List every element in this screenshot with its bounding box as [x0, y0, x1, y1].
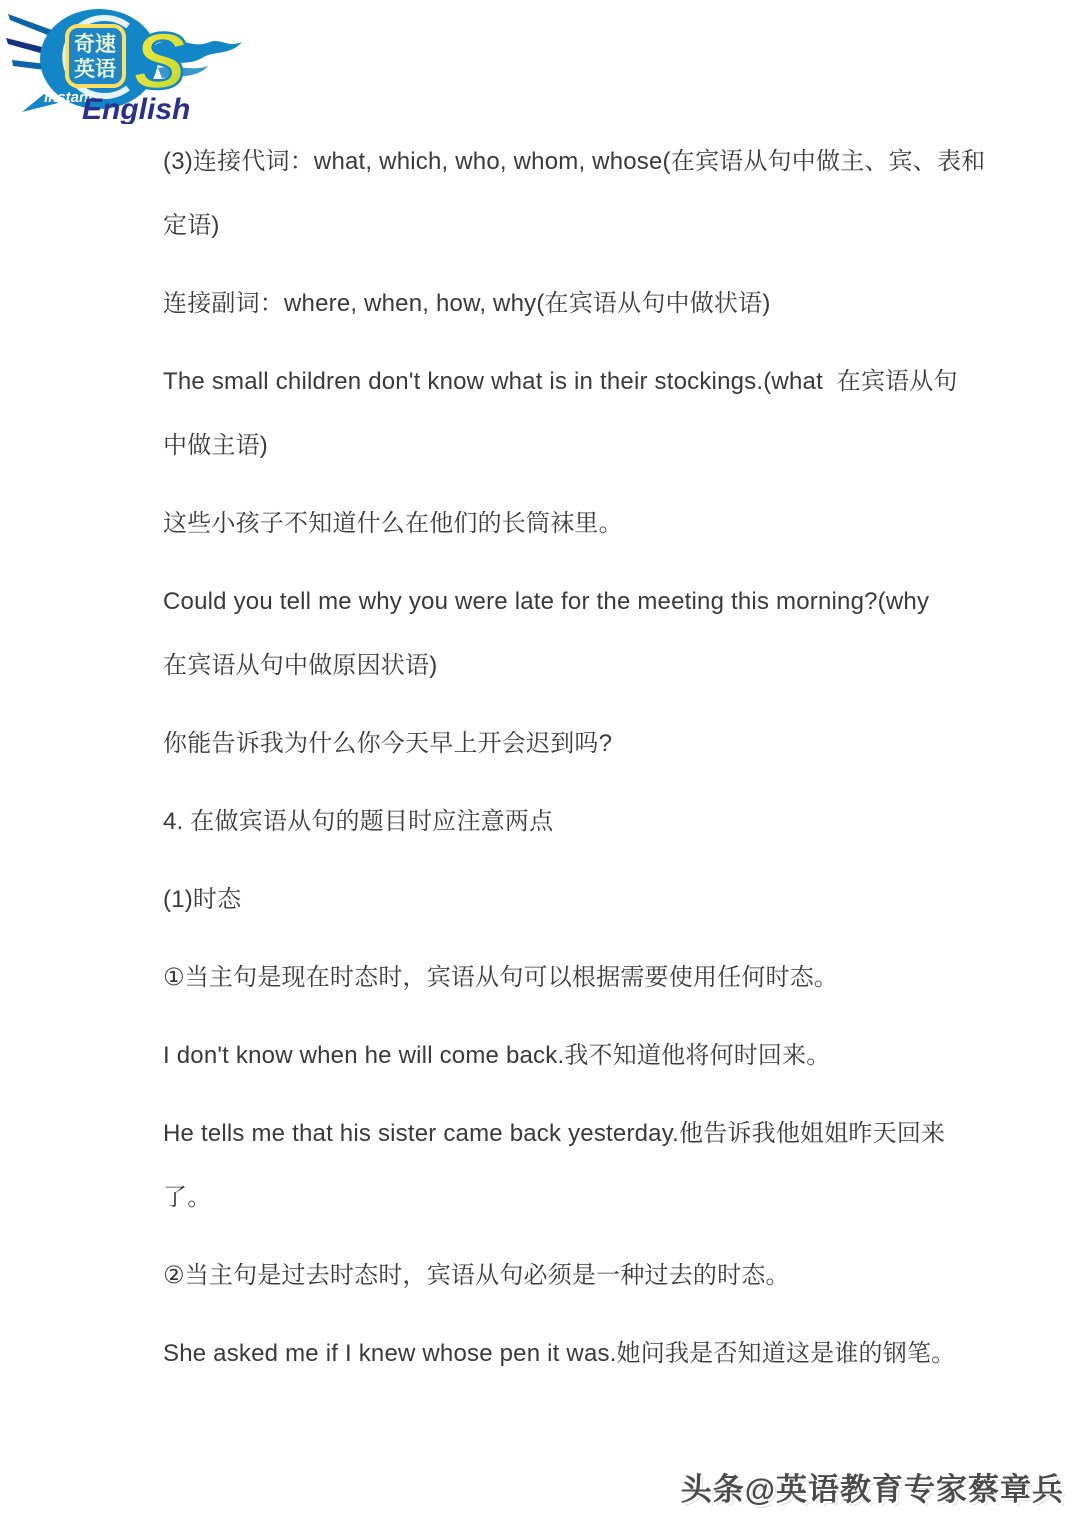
- paragraph-translation-meeting: [163, 712, 933, 776]
- brand-logo-graphic: [6, 6, 246, 124]
- brand-logo: [6, 6, 246, 124]
- document-content: [163, 130, 986, 1400]
- badge-text-top: 奇速: [74, 33, 116, 56]
- paragraph-translation-stockings: [163, 492, 933, 556]
- paragraph-example-pen: [163, 1322, 956, 1386]
- text-line: I don't know when he will come back.我不知道他将何时回来。: [163, 1042, 831, 1069]
- text-line: 这些小孩子不知道什么在他们的长筒袜里。: [163, 510, 623, 537]
- brand-tagline-instant: Instant: [44, 89, 94, 106]
- text-line: The small children don't know what is in their stockings.(what 在宾语从句: [163, 368, 958, 395]
- paragraph-section-4-heading: [163, 790, 933, 854]
- text-line: He tells me that his sister came back yesterday.他告诉我他姐姐昨天回来: [163, 1120, 946, 1147]
- text-line: 4. 在做宾语从句的题目时应注意两点: [163, 808, 554, 835]
- paragraph-rule-past-tense: [163, 1244, 933, 1308]
- paragraph-rule-present-tense: [163, 946, 933, 1010]
- text-line: 中做主语): [163, 432, 268, 459]
- paragraph-example-sister: [163, 1102, 946, 1230]
- text-line: (3)连接代词：what, which, who, whom, whose(在宾语从句中做主、宾、表和: [163, 148, 986, 175]
- text-line: ①当主句是现在时态时，宾语从句可以根据需要使用任何时态。: [163, 964, 839, 991]
- paragraph-connective-adverbs: [163, 272, 933, 336]
- brand-badge: [67, 26, 124, 86]
- watermark-text: 头条@英语教育专家蔡章兵: [680, 1472, 1064, 1507]
- text-line: She asked me if I knew whose pen it was.她问我是否知道这是谁的钢笔。: [163, 1340, 956, 1367]
- paragraph-example-come-back: [163, 1024, 933, 1088]
- text-line: 了。: [163, 1184, 212, 1211]
- paragraph-connective-pronouns: [163, 130, 986, 258]
- text-line: 你能告诉我为什么你今天早上开会迟到吗?: [163, 730, 613, 757]
- text-line: Could you tell me why you were late for the meeting this morning?(why: [163, 588, 930, 615]
- text-line: (1)时态: [163, 886, 242, 913]
- text-line: 在宾语从句中做原因状语): [163, 652, 438, 679]
- paragraph-example-stockings: [163, 350, 958, 478]
- brand-monogram: S: [133, 16, 187, 105]
- badge-text-bottom: 英语: [74, 58, 116, 81]
- text-line: 连接副词：where, when, how, why(在宾语从句中做状语): [163, 290, 771, 317]
- paragraph-subsection-tense: [163, 868, 933, 932]
- text-line: 定语): [163, 212, 220, 239]
- text-line: ②当主句是过去时态时，宾语从句必须是一种过去的时态。: [163, 1262, 790, 1289]
- brand-tagline-english: English: [82, 93, 191, 124]
- paragraph-example-meeting: [163, 570, 933, 698]
